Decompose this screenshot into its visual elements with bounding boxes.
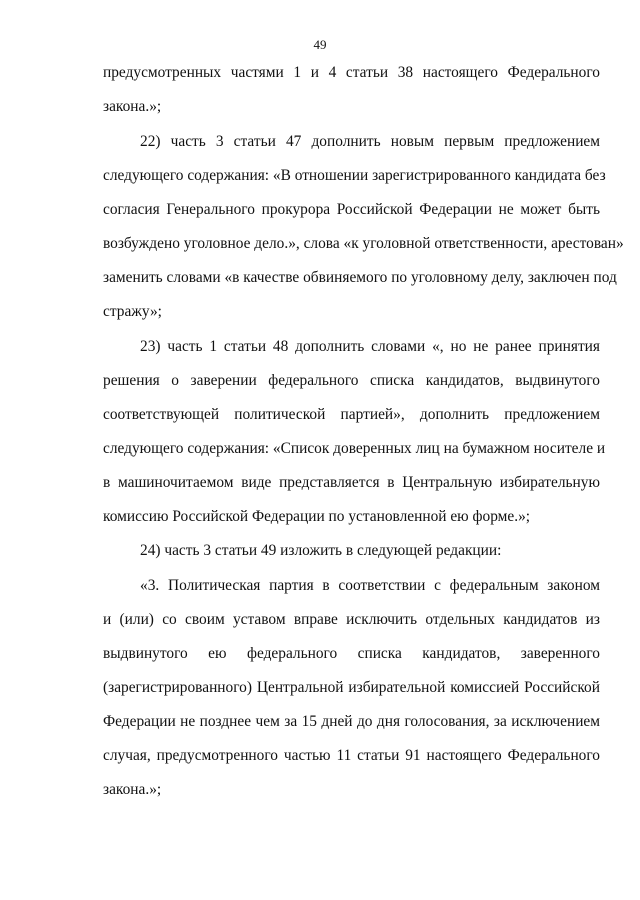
text-line: закона.»; (103, 781, 162, 798)
text-line: возбуждено уголовное дело.», слова «к уголовной ответственности, арестован» (103, 235, 624, 252)
paragraph-start-quote-3: «3. Политическая партия в соответствии с федеральным законом (140, 577, 600, 594)
text-line: комиссию Российской Федерации по установленной ею форме.»; (103, 508, 531, 525)
text-line: следующего содержания: «В отношении зарегистрированного кандидата без (103, 167, 606, 184)
text-line: (зарегистрированного) Центральной избирательной комиссией Российской (103, 679, 600, 696)
paragraph-start-24: 24) часть 3 статьи 49 изложить в следующей редакции: (140, 542, 502, 559)
text-line: выдвинутого ею федерального списка кандидатов, заверенного (103, 645, 600, 662)
text-line: и (или) со своим уставом вправе исключить отдельных кандидатов из (103, 611, 600, 628)
text-line: заменить словами «в качестве обвиняемого по уголовному делу, заключен под (103, 269, 617, 286)
paragraph-start-22: 22) часть 3 статьи 47 дополнить новым первым предложением (140, 133, 600, 150)
text-line: согласия Генерального прокурора Российской Федерации не может быть (103, 201, 600, 218)
text-line: предусмотренных частями 1 и 4 статьи 38 настоящего Федерального (103, 64, 600, 81)
text-line: Федерации не позднее чем за 15 дней до дня голосования, за исключением (103, 713, 600, 730)
text-line: соответствующей политической партией», дополнить предложением (103, 406, 600, 423)
text-line: следующего содержания: «Список доверенных лиц на бумажном носителе и (103, 440, 606, 457)
text-line: решения о заверении федерального списка кандидатов, выдвинутого (103, 372, 600, 389)
text-line: закона.»; (103, 98, 162, 115)
text-line: стражу»; (103, 303, 162, 320)
text-line: в машиночитаемом виде представляется в Центральную избирательную (103, 474, 600, 491)
text-line: случая, предусмотренного частью 11 статьи 91 настоящего Федерального (103, 747, 600, 764)
page-number: 49 (313, 37, 327, 52)
paragraph-start-23: 23) часть 1 статьи 48 дополнить словами «, но не ранее принятия (140, 338, 600, 355)
